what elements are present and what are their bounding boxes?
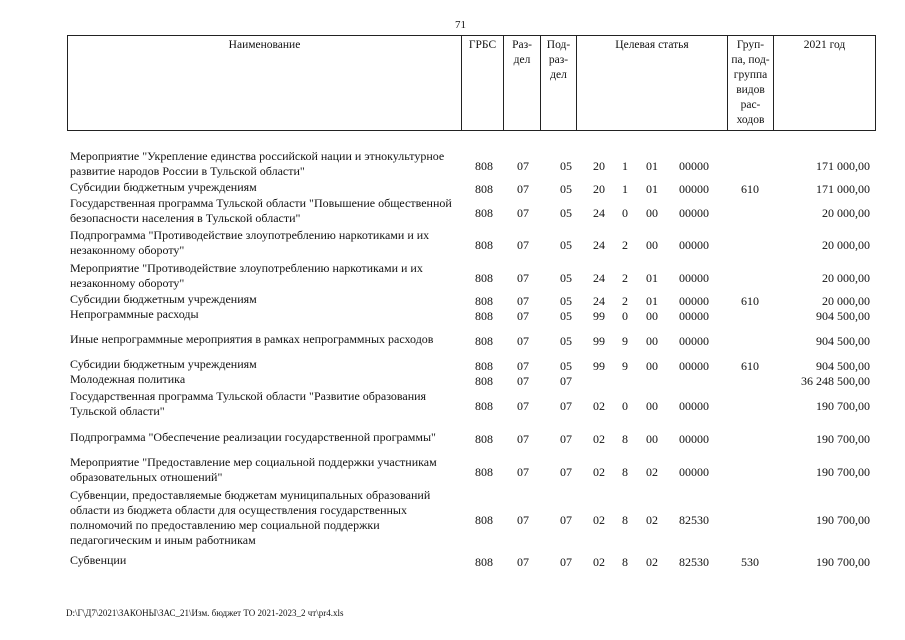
header-grbs: ГРБС <box>462 36 504 130</box>
cell-rz: 07 <box>517 309 529 323</box>
cell-t3: 00 <box>646 205 658 220</box>
cell-pr: 07 <box>560 512 572 527</box>
cell-t2: 9 <box>622 359 628 373</box>
cell-t4: 00000 <box>679 398 709 413</box>
table-row <box>0 372 905 387</box>
cell-rz: 07 <box>517 398 529 413</box>
cell-t4: 00000 <box>679 158 709 173</box>
cell-t3: 00 <box>646 432 658 446</box>
cell-t2: 1 <box>622 182 628 196</box>
cell-sum: 904 500,00 <box>816 334 870 348</box>
cell-pr: 07 <box>560 555 572 569</box>
file-path: D:\Г\Д7\2021\ЗАКОНЫ\ЗАС_21\Изм. бюджет ТО 2021-2023_2 чт\pr4.xls <box>66 608 344 618</box>
header-name: Наименование <box>68 36 462 130</box>
row-name: Субсидии бюджетным учреждениям <box>70 357 257 371</box>
cell-t1: 20 <box>593 158 605 173</box>
table-row <box>0 261 905 291</box>
cell-t4: 82530 <box>679 512 709 527</box>
cell-grbs: 808 <box>475 374 493 388</box>
cell-t2: 8 <box>622 512 628 527</box>
cell-sum: 190 700,00 <box>816 512 870 527</box>
row-name: Мероприятие "Противодействие злоупотреблению наркотиками и их незаконному обороту" <box>70 261 423 290</box>
cell-sum: 20 000,00 <box>822 237 870 252</box>
cell-t3: 01 <box>646 182 658 196</box>
header-year: 2021 год <box>803 39 846 51</box>
cell-t4: 00000 <box>679 270 709 285</box>
cell-grbs: 808 <box>475 512 493 527</box>
table-row <box>0 455 905 485</box>
cell-rz: 07 <box>517 294 529 308</box>
row-name: Субвенции <box>70 553 127 567</box>
cell-t3: 00 <box>646 359 658 373</box>
table-row <box>0 332 905 347</box>
cell-rz: 07 <box>517 182 529 196</box>
cell-pr: 05 <box>560 309 572 323</box>
cell-sum: 904 500,00 <box>816 309 870 323</box>
page-number: 71 <box>455 19 466 31</box>
table-row <box>0 228 905 258</box>
cell-rz: 07 <box>517 374 529 388</box>
cell-t1: 02 <box>593 464 605 479</box>
cell-grbs: 808 <box>475 398 493 413</box>
cell-t3: 00 <box>646 334 658 348</box>
cell-vr: 610 <box>741 182 759 196</box>
table-row <box>0 553 905 568</box>
cell-rz: 07 <box>517 555 529 569</box>
cell-t3: 00 <box>646 398 658 413</box>
table-row <box>0 149 905 179</box>
cell-grbs: 808 <box>475 309 493 323</box>
cell-t2: 8 <box>622 464 628 479</box>
cell-t3: 00 <box>646 237 658 252</box>
cell-t2: 1 <box>622 158 628 173</box>
cell-rz: 07 <box>517 512 529 527</box>
cell-t3: 02 <box>646 555 658 569</box>
cell-t2: 0 <box>622 309 628 323</box>
cell-t3: 02 <box>646 512 658 527</box>
cell-sum: 190 700,00 <box>816 555 870 569</box>
cell-pr: 07 <box>560 464 572 479</box>
cell-sum: 20 000,00 <box>822 294 870 308</box>
cell-t3: 01 <box>646 294 658 308</box>
cell-sum: 190 700,00 <box>816 464 870 479</box>
cell-grbs: 808 <box>475 205 493 220</box>
cell-pr: 07 <box>560 398 572 413</box>
cell-grbs: 808 <box>475 270 493 285</box>
cell-sum: 36 248 500,00 <box>801 374 870 388</box>
cell-t3: 00 <box>646 309 658 323</box>
cell-rz: 07 <box>517 237 529 252</box>
cell-t1: 99 <box>593 359 605 373</box>
row-name: Субсидии бюджетным учреждениям <box>70 292 257 306</box>
cell-pr: 05 <box>560 334 572 348</box>
cell-t2: 0 <box>622 205 628 220</box>
cell-t1: 02 <box>593 432 605 446</box>
cell-t2: 2 <box>622 270 628 285</box>
cell-pr: 05 <box>560 270 572 285</box>
table-row <box>0 488 905 548</box>
cell-sum: 20 000,00 <box>822 270 870 285</box>
table-row <box>0 389 905 419</box>
cell-t4: 00000 <box>679 182 709 196</box>
cell-sum: 190 700,00 <box>816 398 870 413</box>
cell-grbs: 808 <box>475 359 493 373</box>
header-target: Целевая статья <box>577 36 728 130</box>
cell-grbs: 808 <box>475 432 493 446</box>
cell-t1: 24 <box>593 205 605 220</box>
cell-t4: 00000 <box>679 464 709 479</box>
cell-pr: 05 <box>560 237 572 252</box>
cell-t4: 00000 <box>679 334 709 348</box>
table-row <box>0 196 905 226</box>
cell-t3: 01 <box>646 270 658 285</box>
cell-rz: 07 <box>517 359 529 373</box>
cell-sum: 171 000,00 <box>816 158 870 173</box>
cell-t4: 00000 <box>679 237 709 252</box>
cell-vr: 610 <box>741 294 759 308</box>
table-row <box>0 307 905 322</box>
row-name: Мероприятие "Укрепление единства российской нации и этнокультурное развитие народов России в Тульской области" <box>70 149 445 178</box>
cell-rz: 07 <box>517 464 529 479</box>
cell-pr: 05 <box>560 359 572 373</box>
row-name: Мероприятие "Предоставление мер социальной поддержки участникам образовательных отношений" <box>70 455 437 484</box>
header-group: Груп- па, под- группа видов рас- ходов <box>728 36 774 130</box>
cell-grbs: 808 <box>475 182 493 196</box>
cell-rz: 07 <box>517 158 529 173</box>
cell-t4: 00000 <box>679 432 709 446</box>
cell-t3: 02 <box>646 464 658 479</box>
cell-t4: 00000 <box>679 205 709 220</box>
cell-t2: 8 <box>622 432 628 446</box>
cell-t2: 8 <box>622 555 628 569</box>
cell-pr: 05 <box>560 158 572 173</box>
cell-t4: 82530 <box>679 555 709 569</box>
cell-rz: 07 <box>517 205 529 220</box>
cell-grbs: 808 <box>475 464 493 479</box>
table-row <box>0 430 905 445</box>
cell-t1: 99 <box>593 309 605 323</box>
row-name: Подпрограмма "Обеспечение реализации государственной программы" <box>70 430 436 444</box>
cell-vr: 530 <box>741 555 759 569</box>
row-name: Субвенции, предоставляемые бюджетам муниципальных образований области из бюджета области для осуществления государственных полномочий по предоставлению мер социальной поддержки педагогическим и иным работникам <box>70 488 431 547</box>
cell-grbs: 808 <box>475 334 493 348</box>
cell-grbs: 808 <box>475 555 493 569</box>
cell-grbs: 808 <box>475 294 493 308</box>
cell-grbs: 808 <box>475 237 493 252</box>
cell-t4: 00000 <box>679 294 709 308</box>
cell-rz: 07 <box>517 270 529 285</box>
row-name: Подпрограмма "Противодействие злоупотреблению наркотиками и их незаконному обороту" <box>70 228 430 257</box>
cell-pr: 05 <box>560 205 572 220</box>
cell-rz: 07 <box>517 334 529 348</box>
row-name: Субсидии бюджетным учреждениям <box>70 180 257 194</box>
cell-t1: 24 <box>593 294 605 308</box>
cell-t3: 01 <box>646 158 658 173</box>
cell-sum: 20 000,00 <box>822 205 870 220</box>
cell-sum: 904 500,00 <box>816 359 870 373</box>
table-header <box>67 35 876 131</box>
cell-grbs: 808 <box>475 158 493 173</box>
row-name: Государственная программа Тульской области "Развитие образования Тульской области" <box>70 389 427 418</box>
cell-t4: 00000 <box>679 359 709 373</box>
cell-t1: 02 <box>593 555 605 569</box>
cell-t2: 0 <box>622 398 628 413</box>
row-name: Молодежная политика <box>70 372 186 386</box>
table-row <box>0 180 905 195</box>
row-name: Иные непрограммные мероприятия в рамках непрограммных расходов <box>70 332 434 346</box>
cell-t1: 24 <box>593 270 605 285</box>
cell-t2: 2 <box>622 294 628 308</box>
cell-t1: 02 <box>593 398 605 413</box>
cell-rz: 07 <box>517 432 529 446</box>
cell-sum: 171 000,00 <box>816 182 870 196</box>
row-name: Государственная программа Тульской области "Повышение общественной безопасности населения в Тульской области" <box>70 196 452 225</box>
cell-t2: 2 <box>622 237 628 252</box>
cell-pr: 07 <box>560 432 572 446</box>
cell-t2: 9 <box>622 334 628 348</box>
table-row <box>0 357 905 372</box>
cell-sum: 190 700,00 <box>816 432 870 446</box>
header-razdel: Раз- дел <box>504 36 541 130</box>
cell-pr: 05 <box>560 182 572 196</box>
row-name: Непрограммные расходы <box>70 307 199 321</box>
header-podrazdel: Под- раз- дел <box>541 36 577 130</box>
cell-t1: 24 <box>593 237 605 252</box>
cell-t4: 00000 <box>679 309 709 323</box>
cell-pr: 05 <box>560 294 572 308</box>
cell-vr: 610 <box>741 359 759 373</box>
cell-t1: 99 <box>593 334 605 348</box>
cell-t1: 20 <box>593 182 605 196</box>
cell-t1: 02 <box>593 512 605 527</box>
table-row <box>0 292 905 307</box>
cell-pr: 07 <box>560 374 572 388</box>
